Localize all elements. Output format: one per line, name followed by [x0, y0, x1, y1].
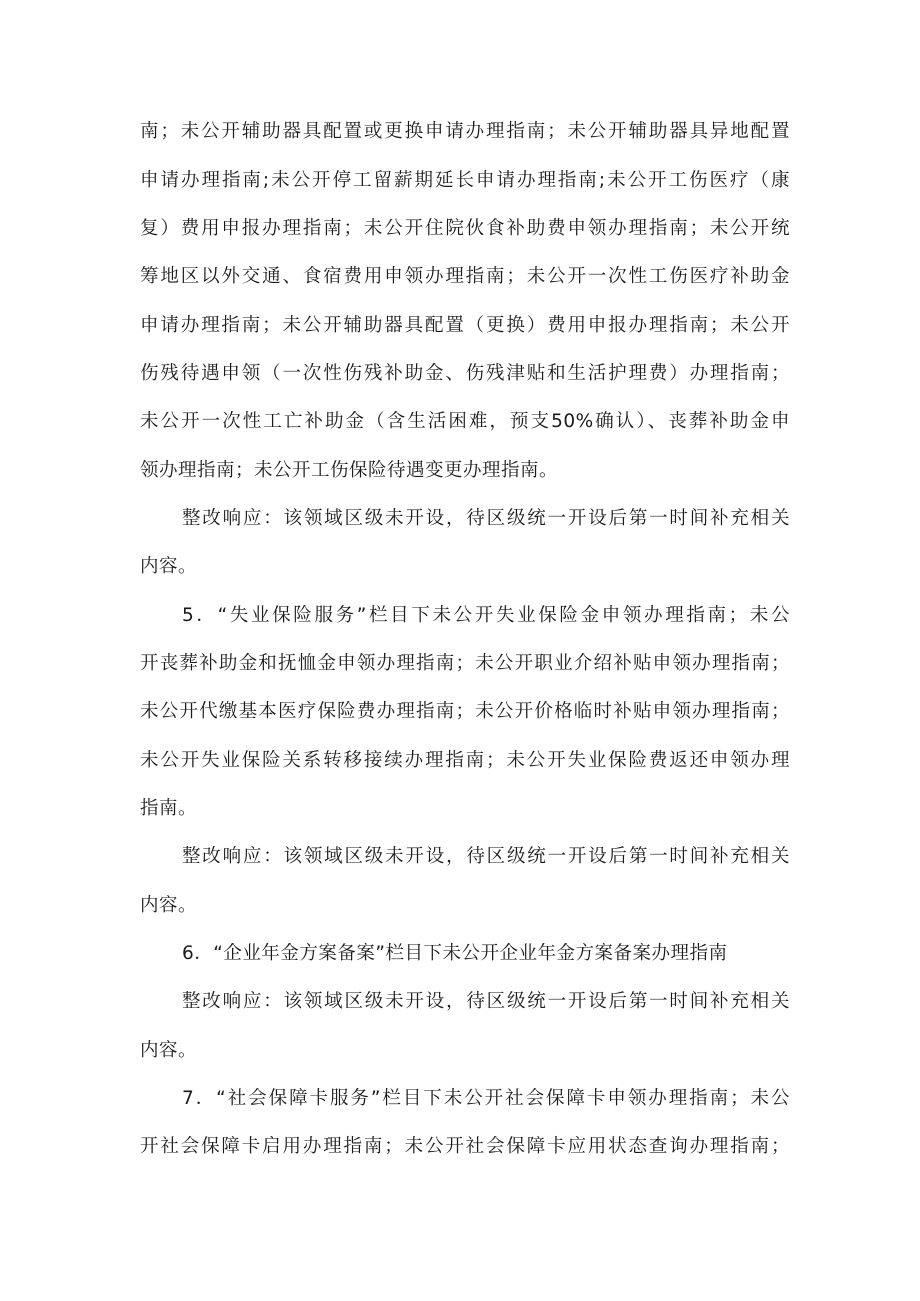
rectification-response: 整改响应：该领域区级未开设，待区级统一开设后第一时间补充相关	[182, 991, 790, 1012]
text-line: 开社会保障卡启用办理指南；未公开社会保障卡应用状态查询办理指南；	[140, 1136, 790, 1157]
text-line: 复）费用申报办理指南；未公开住院伙食补助费申领办理指南；未公开统	[140, 218, 790, 239]
rectification-response: 整改响应：该领域区级未开设，待区级统一开设后第一时间补充相关	[182, 846, 790, 867]
text-line: 申请办理指南;未公开停工留薪期延长申请办理指南;未公开工伤医疗（康	[140, 170, 790, 191]
text-line: 申请办理指南；未公开辅助器具配置（更换）费用申报办理指南；未公开	[140, 315, 790, 336]
text-line: 指南。	[140, 798, 198, 819]
text-line: 未公开失业保险关系转移接续办理指南；未公开失业保险费返还申领办理	[140, 750, 790, 771]
text-line: 开丧葬补助金和抚恤金申领办理指南；未公开职业介绍补贴申领办理指南；	[140, 653, 790, 674]
section-7-heading: 7．“社会保障卡服务”栏目下未公开社会保障卡申领办理指南；未公	[182, 1088, 790, 1109]
text-line: 伤残待遇申领（一次性伤残补助金、伤残津贴和生活护理费）办理指南；	[140, 363, 790, 384]
text-line: 南；未公开辅助器具配置或更换申请办理指南；未公开辅助器具异地配置	[140, 121, 790, 142]
text-line: 筹地区以外交通、食宿费用申领办理指南；未公开一次性工伤医疗补助金	[140, 266, 790, 287]
section-6-heading: 6．“企业年金方案备案”栏目下未公开企业年金方案备案办理指南	[182, 943, 728, 964]
text-line: 未公开一次性工亡补助金（含生活困难，预支50%确认）、丧葬补助金申	[140, 411, 790, 432]
text-line: 内容。	[140, 1040, 198, 1061]
section-5-heading: 5．“失业保险服务”栏目下未公开失业保险金申领办理指南；未公	[182, 605, 790, 626]
text-line: 内容。	[140, 556, 198, 577]
text-line: 领办理指南；未公开工伤保险待遇变更办理指南。	[140, 460, 559, 481]
text-line: 内容。	[140, 895, 198, 916]
rectification-response: 整改响应：该领域区级未开设，待区级统一开设后第一时间补充相关	[182, 508, 790, 529]
text-line: 未公开代缴基本医疗保险费办理指南；未公开价格临时补贴申领办理指南；	[140, 701, 790, 722]
